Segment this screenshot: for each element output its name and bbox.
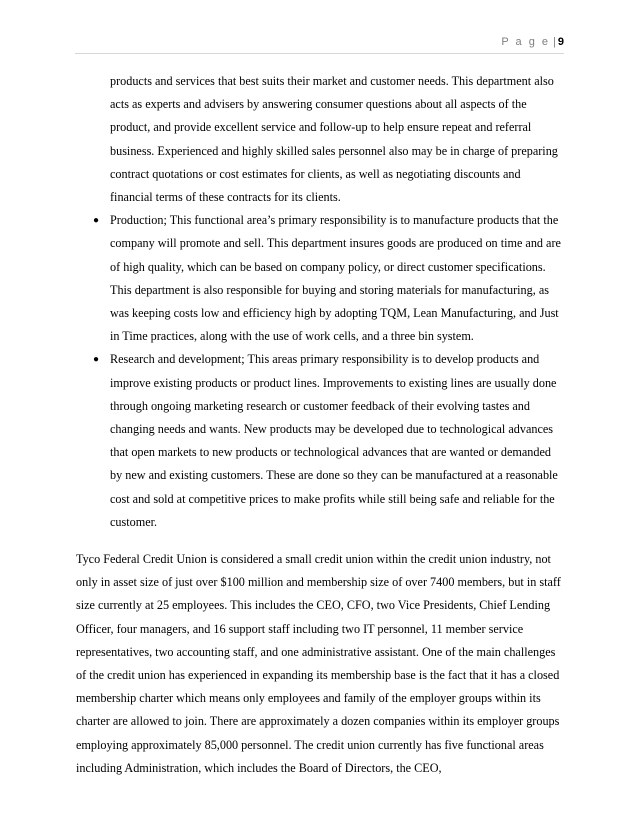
continued-paragraph: products and services that best suits their market and customer needs. This department also acts as experts and advisers by answering consumer questions about all aspects of the product, and provide excellent service and follow-up to help ensure repeat and referral business. Experienced and highly skilled sales personnel also may be in charge of preparing contract quotations or cost estimates for clients, as well as negotiating discounts and financial terms of these contracts for its clients.: [110, 74, 558, 205]
page-word: P a g e: [501, 36, 551, 48]
bullet-item-production: [76, 209, 564, 348]
bullet-icon: ●: [93, 354, 100, 366]
document-body: [76, 70, 564, 780]
bullet-text: Research and development; This areas primary responsibility is to develop products and improve existing products or product lines. Improvements to existing lines are usually done through ongoing marketing research or customer feedback of their evolving tastes and changing needs and wants. New products may be developed due to technological advances that open markets to new products or technological advances that are wanted or demanded by new and existing customers. These are done so they can be manufactured at a reasonable cost and sold at competitive prices to make profits while still being safe and reliable for the customer.: [110, 352, 558, 529]
bullet-list: [76, 209, 564, 534]
bullet-item-research: [76, 348, 564, 534]
body-paragraph: Tyco Federal Credit Union is considered a small credit union within the credit union industry, not only in asset size of just over $100 million and membership size of over 7400 members, but in staff size currently at 25 employees. This includes the CEO, CFO, two Vice Presidents, Chief Lending Officer, four managers, and 16 support staff including two IT personnel, 11 member service representatives, two accounting staff, and one administrative assistant. One of the main challenges of the credit union has experienced in expanding its membership base is the fact that it has a closed membership charter which means only employees and family of the employer groups within its charter are allowed to join. There are approximately a dozen companies within its employer groups employing approximately 85,000 personnel. The credit union currently has five functional areas including Administration, which includes the Board of Directors, the CEO,: [76, 552, 561, 775]
bullet-icon: ●: [93, 215, 100, 227]
page-header: [75, 33, 564, 54]
page-number-label: [501, 36, 564, 48]
bullet-text: Production; This functional area’s primary responsibility is to manufacture products that the company will promote and sell. This department insures goods are produced on time and are of high quality, which can be based on company policy, or direct customer specifications. This department is also responsible for buying and storing materials for manufacturing, as was keeping costs low and efficiency high by adopting TQM, Lean Manufacturing, and Just in Time practices, along with the use of work cells, and a three bin system.: [110, 213, 561, 344]
page-number: 9: [557, 36, 564, 48]
page-separator: |: [553, 36, 556, 48]
